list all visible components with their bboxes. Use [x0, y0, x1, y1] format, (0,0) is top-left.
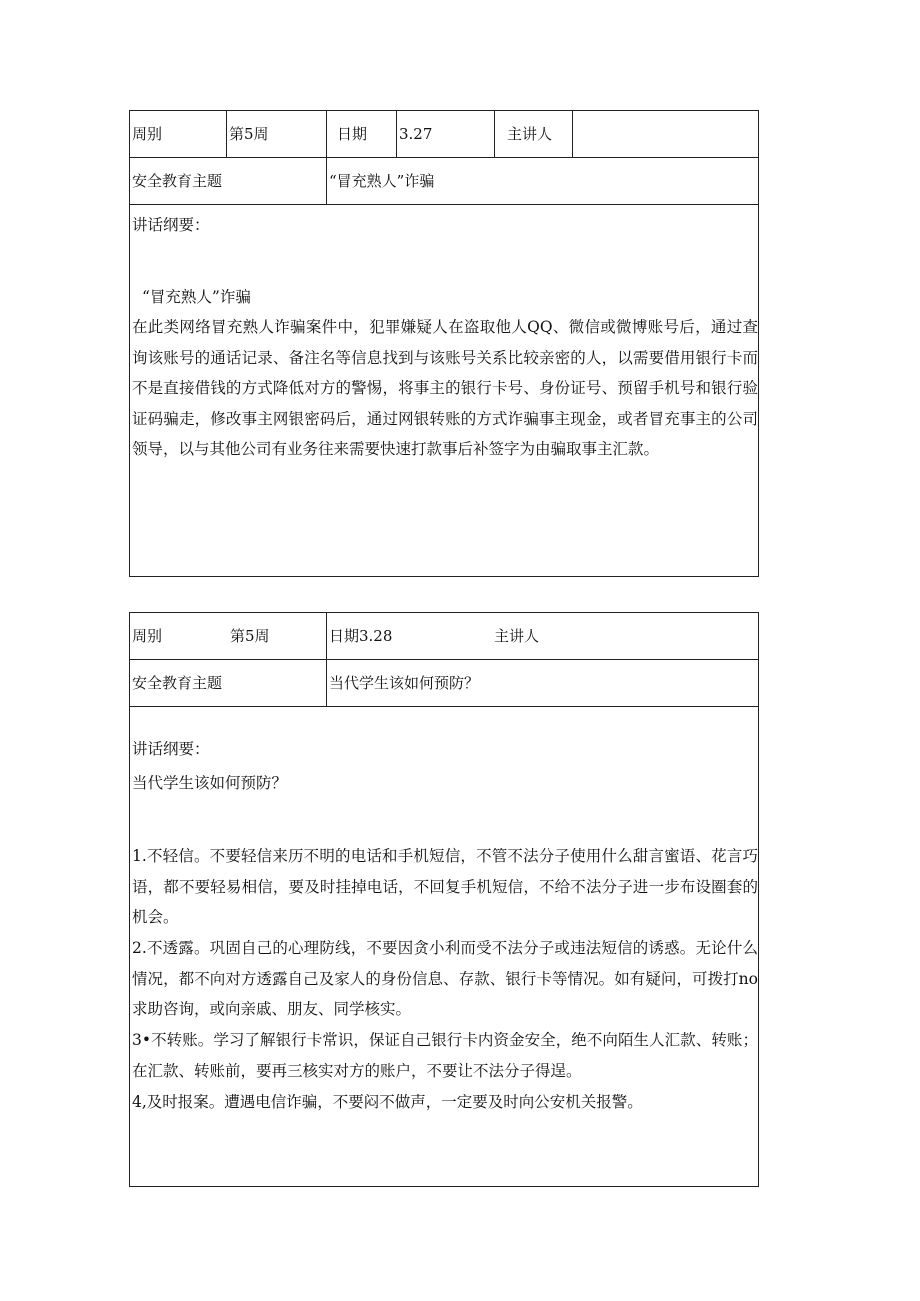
lesson-table-week5-0328: [129, 612, 759, 1187]
outline-label: 讲话纲要：: [132, 740, 210, 758]
outline-body: [130, 707, 758, 1186]
outline-heading: “冒充熟人”诈骗: [142, 288, 251, 306]
date-label-value: 日期3.28: [326, 613, 492, 659]
topic-label: 安全教育主题: [132, 674, 223, 692]
outline-body: [130, 205, 758, 576]
week-value: 第5周: [226, 111, 326, 157]
date-value: 3.27: [396, 111, 494, 157]
speaker-label: 主讲人: [494, 111, 572, 157]
outline-paragraph: 在此类网络冒充熟人诈骗案件中，犯罪嫌疑人在盗取他人QQ、微信或微博账号后，通过查询该账号的通话记录、备注名等信息找到与该账号关系比较亲密的人，以需要借用银行卡而不是直接借钱的方式降低对方的警惕，将事主的银行卡号、身份证号、预留手机号和银行验证码骗走，修改事主网银密码后，通过网银转账的方式诈骗事主现金，或者冒充事主的公司领导，以与其他公司有业务往来需要快速打款事后补签字为由骗取事主汇款。: [132, 318, 758, 458]
prevention-item-2: 2.不透露。巩固自己的心理防线，不要因贪小利而受不法分子或违法短信的诱惑。无论什么情况，都不向对方透露自己及家人的身份信息、存款、银行卡等情况。如有疑问，可拨打no求助咨询，或向亲戚、朋友、同学核实。: [132, 939, 758, 1018]
outline-heading: 当代学生该如何预防？: [132, 774, 288, 792]
speaker-value: [572, 111, 758, 157]
outline-row: [130, 707, 758, 1186]
topic-value: 当代学生该如何预防？: [326, 660, 758, 706]
date-label: 日期: [326, 111, 396, 157]
week-label: 周别: [132, 125, 163, 143]
speaker-label: 主讲人: [494, 627, 540, 645]
topic-value: “冒充熟人”诈骗: [326, 158, 758, 204]
header-row: [130, 613, 758, 660]
week-value: 第5周: [230, 627, 270, 645]
header-row: [130, 111, 758, 158]
topic-label: 安全教育主题: [132, 172, 223, 190]
prevention-item-1: 1.不轻信。不要轻信来历不明的电话和手机短信，不管不法分子使用什么甜言蜜语、花言巧语，都不要轻易相信，要及时挂掉电话，不回复手机短信，不给不法分子进一步布设圈套的机会。: [132, 847, 758, 926]
outline-label: 讲话纲要：: [132, 216, 210, 234]
prevention-item-3: 3•不转账。学习了解银行卡常识，保证自己银行卡内资金安全，绝不向陌生人汇款、转账；在汇款、转账前，要再三核实对方的账户，不要让不法分子得逞。: [132, 1031, 758, 1080]
lesson-table-week5-0327: [129, 110, 759, 577]
week-label: 周别: [132, 627, 163, 645]
topic-row: [130, 660, 758, 707]
topic-row: [130, 158, 758, 205]
outline-row: [130, 205, 758, 576]
prevention-item-4: 4,及时报案。遭遇电信诈骗，不要闷不做声，一定要及时向公安机关报警。: [132, 1093, 643, 1111]
